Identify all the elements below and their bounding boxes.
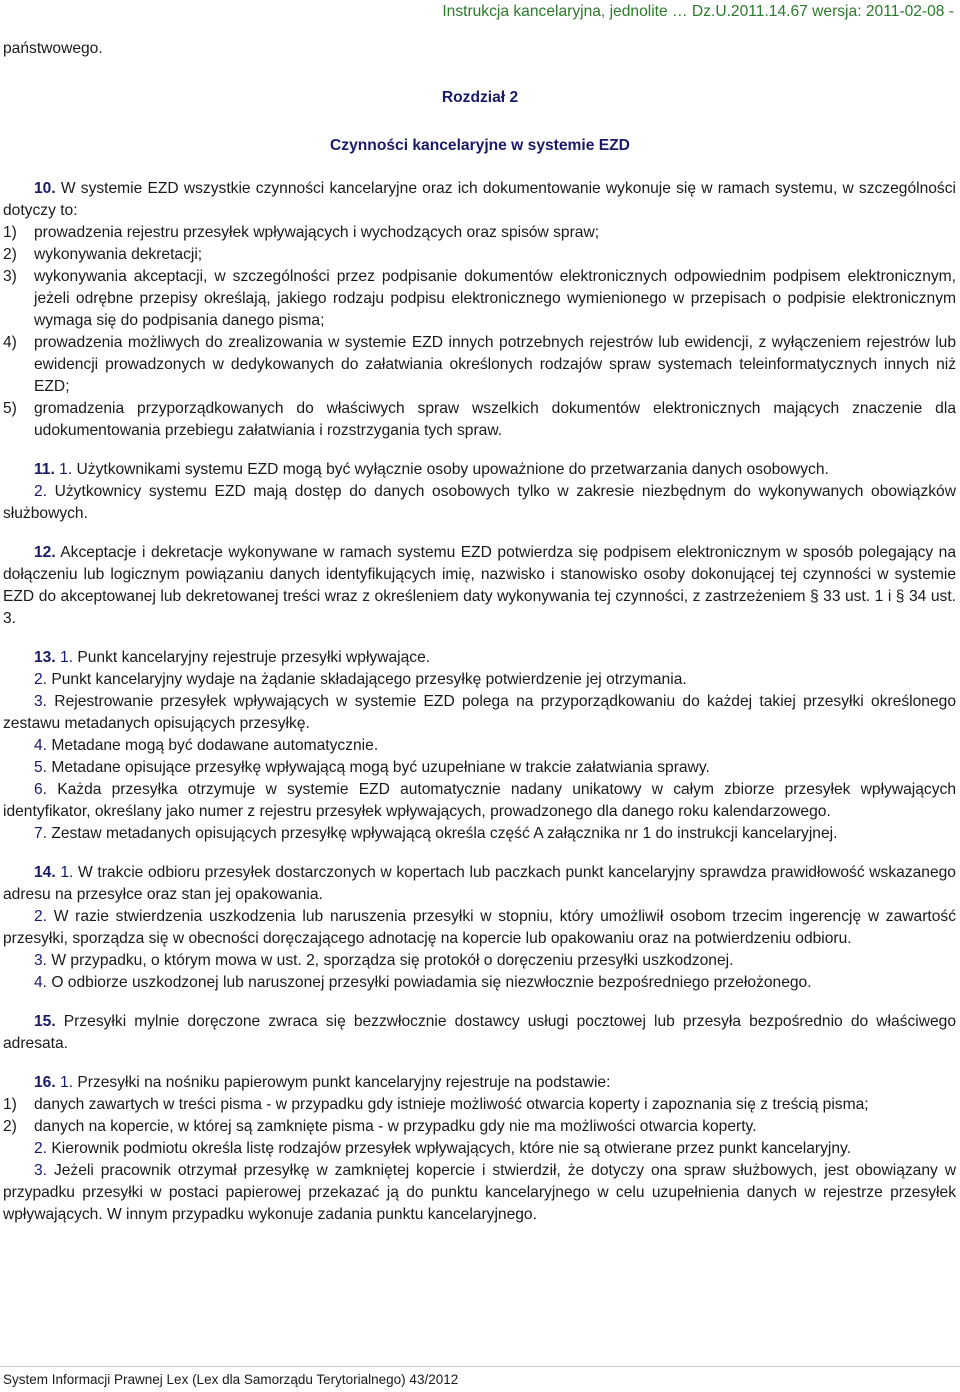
section-11: 11. 1. Użytkownikami systemu EZD mogą być wyłącznie osoby upoważnione do przetwarzania danych osobowych. — [34, 461, 829, 478]
section-number: 14. — [34, 864, 56, 881]
footer-divider — [0, 1366, 960, 1367]
section-13: 13. 1. Punkt kancelaryjny rejestruje przesyłki wpływające. — [34, 649, 431, 666]
list-item: 1) prowadzenia rejestru przesyłek wpływających i wychodzących oraz spisów spraw; — [3, 224, 600, 241]
section-number: 16. — [34, 1074, 56, 1091]
page-footer: System Informacji Prawnej Lex (Lex dla Samorządu Terytorialnego) 43/2012 — [3, 1372, 459, 1387]
document-body — [3, 178, 956, 1226]
list-item: 2) wykonywania dekretacji; — [3, 246, 203, 263]
section-14: 14. 1. W trakcie odbioru przesyłek dostarczonych w kopertach lub paczkach punkt kancelaryjny sprawdza prawidłowość wskazanego adresu na przesyłce oraz stan jej opakowania. — [3, 864, 956, 903]
paragraph: 2. W razie stwierdzenia uszkodzenia lub naruszenia przesyłki w stopniu, który umożliwił osobom trzecim ingerencję w zawartość przesyłki, sporządza się w obecności doręczającego adnotację na kopercie lub opakowaniu oraz na potwierdzeniu odbioru. — [3, 908, 956, 947]
paragraph: 4. O odbiorze uszkodzonej lub naruszonej przesyłki powiadamia się niezwłocznie bezpośredniego przełożonego. — [34, 974, 812, 991]
chapter-title: Czynności kancelaryjne w systemie EZD — [330, 137, 630, 154]
paragraph: 3. W przypadku, o którym mowa w ust. 2, sporządza się protokół o doręczeniu przesyłki uszkodzonej. — [34, 952, 734, 969]
list-item: 2) danych na kopercie, w której są zamknięte pisma - w przypadku gdy nie ma możliwości otwarcia koperty. — [3, 1118, 757, 1135]
list-item: 5) gromadzenia przyporządkowanych do właściwych spraw wszelkich dokumentów elektronicznych mających znaczenie dla udokumentowania przebiegu załatwiania i rozstrzygania tych spraw. — [3, 400, 956, 439]
section-number: 11. — [34, 461, 55, 478]
section-16: 16. 1. Przesyłki na nośniku papierowym punkt kancelaryjny rejestruje na podstawie: — [34, 1074, 611, 1091]
paragraph: 4. Metadane mogą być dodawane automatycznie. — [34, 737, 379, 754]
carryover-text: państwowego. — [3, 40, 103, 57]
section-number: 15. — [34, 1013, 56, 1030]
running-header: Instrukcja kancelaryjna, jednolite … Dz.U.2011.14.67 wersja: 2011-02-08 - — [442, 3, 954, 20]
section-number: 13. — [34, 649, 56, 666]
paragraph: 7. Zestaw metadanych opisujących przesyłkę wpływającą określa część A załącznika nr 1 do instrukcji kancelaryjnej. — [34, 825, 838, 842]
list-item: 4) prowadzenia możliwych do zrealizowania w systemie EZD innych potrzebnych rejestrów lub ewidencji, z wyłączeniem rejestrów lub ewidencji prowadzonych w dedykowanych do załatwiania określonych rodzajów spraw systemach teleinformatycznych innych niż EZD; — [3, 334, 956, 395]
list-item: 1) danych zawartych w treści pisma - w przypadku gdy istnieje możliwość otwarcia koperty i zapoznania się z treścią pisma; — [3, 1096, 869, 1113]
section-12: 12. Akceptacje i dekretacje wykonywane w ramach systemu EZD potwierdza się podpisem elektronicznym w sposób polegający na dołączeniu lub logicznym powiązaniu danych identyfikujących imię, nazwisko i stanowisko osoby dokonującej tej czynności w systemie EZD do akceptowanej lub dekretowanej treści wraz z określeniem daty wykonywania tej czynności, z zastrzeżeniem § 33 ust. 1 i § 34 ust. 3. — [3, 544, 956, 627]
section-10: 10. W systemie EZD wszystkie czynności kancelaryjne oraz ich dokumentowanie wykonuje się w ramach systemu, w szczególności dotyczy to: — [3, 180, 956, 219]
section-15: 15. Przesyłki mylnie doręczone zwraca się bezzwłocznie dostawcy usługi pocztowej lub przesyła bezpośrednio do właściwego adresata. — [3, 1013, 956, 1052]
paragraph: 3. Rejestrowanie przesyłek wpływających w systemie EZD polega na przyporządkowaniu do każdej takiej przesyłki określonego zestawu metadanych opisujących przesyłkę. — [3, 693, 956, 732]
chapter-number: Rozdział 2 — [441, 89, 519, 106]
paragraph: 2. Punkt kancelaryjny wydaje na żądanie składającego przesyłkę potwierdzenie jej otrzymania. — [34, 671, 687, 688]
paragraph: 3. Jeżeli pracownik otrzymał przesyłkę w zamkniętej kopercie i stwierdził, że dotyczy ona spraw służbowych, jest obowiązany w przypadku przesyłki w postaci papierowej przekazać ją do punktu kancelaryjnego w celu uzupełnienia danych w rejestrze przesyłek wpływających. W innym przypadku wykonuje zadania punktu kancelaryjnego. — [3, 1162, 956, 1223]
paragraph: 2. Użytkownicy systemu EZD mają dostęp do danych osobowych tylko w zakresie niezbędnym do wykonywanych obowiązków służbowych. — [3, 483, 956, 522]
paragraph: 5. Metadane opisujące przesyłkę wpływającą mogą być uzupełniane w trakcie załatwiania sprawy. — [34, 759, 710, 776]
section-number: 12. — [34, 544, 56, 561]
list-item: 3) wykonywania akceptacji, w szczególności przez podpisanie dokumentów elektronicznych odpowiednim podpisem elektronicznym, jeżeli odrębne przepisy określają, jakiego rodzaju podpisu elektronicznego wymienionego w przepisach o podpisie elektronicznym wymaga się do podpisania danego pisma; — [3, 268, 956, 329]
paragraph: 2. Kierownik podmiotu określa listę rodzajów przesyłek wpływających, które nie są otwierane przez punkt kancelaryjny. — [34, 1140, 852, 1157]
paragraph: 6. Każda przesyłka otrzymuje w systemie EZD automatycznie nadany unikatowy w całym zbiorze przesyłek wpływających identyfikator, określany jako numer z rejestru przesyłek wpływających, prowadzonego dla danego roku kalendarzowego. — [3, 781, 956, 820]
section-number: 10. — [34, 180, 56, 197]
